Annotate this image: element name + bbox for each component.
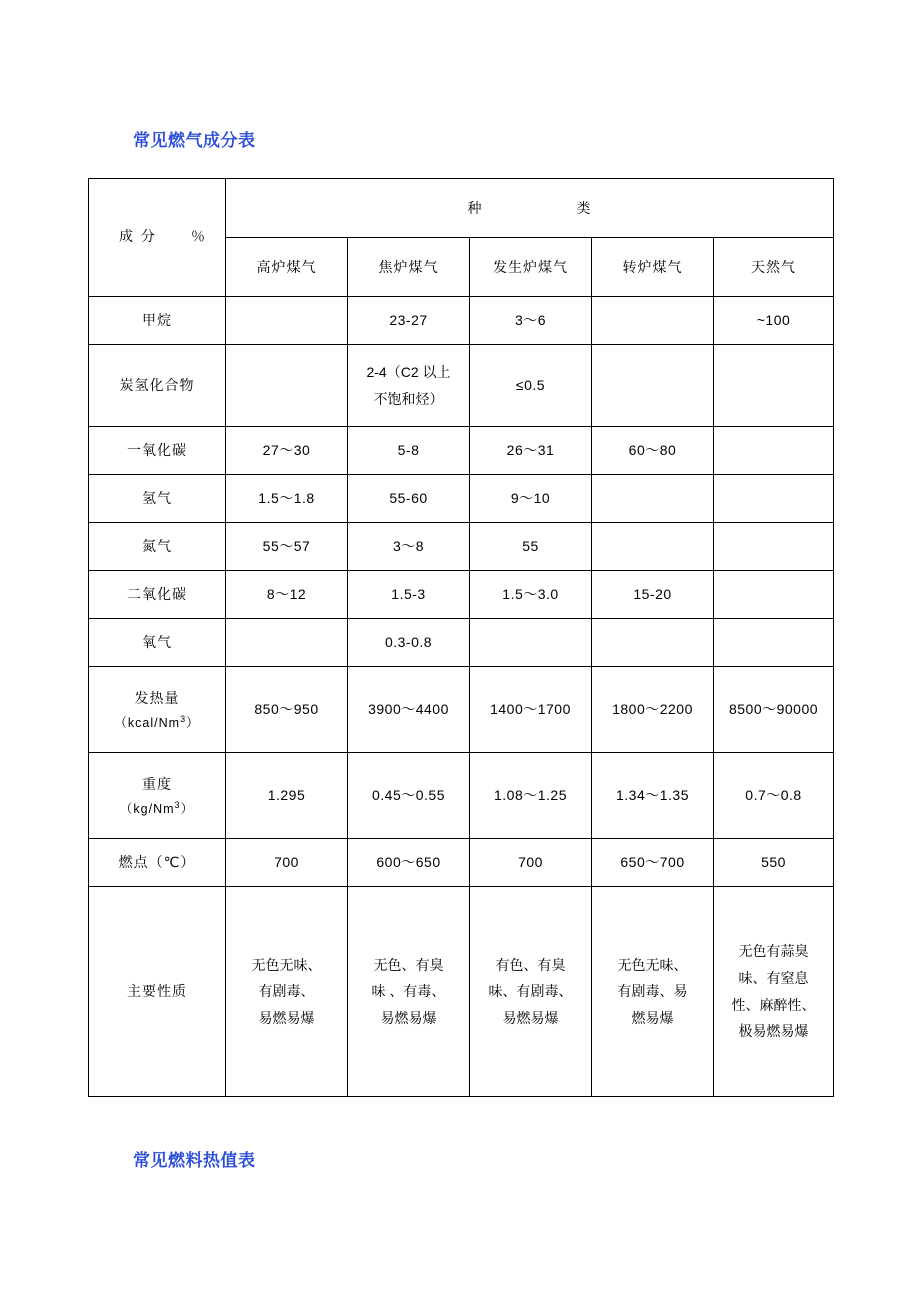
cell-value: 5-8 <box>348 427 470 475</box>
cell-value: 有色、有臭 味、有剧毒、 易燃易爆 <box>470 887 592 1097</box>
table-row <box>89 475 834 523</box>
cell-value: 55-60 <box>348 475 470 523</box>
table-row <box>89 619 834 667</box>
cell-value: 15-20 <box>592 571 714 619</box>
row-label-methane: 甲烷 <box>89 297 226 345</box>
cell-value: 9～10 <box>470 475 592 523</box>
cell-value: 1.5-3 <box>348 571 470 619</box>
cell-value <box>592 619 714 667</box>
corner-header-text: 成 分 <box>119 228 157 245</box>
column-header-0: 高炉煤气 <box>226 238 348 297</box>
cell-value: 55 <box>470 523 592 571</box>
cell-value: 26～31 <box>470 427 592 475</box>
cell-value <box>714 345 834 427</box>
group-header-cell <box>226 179 834 238</box>
table-header-row-group <box>89 179 834 238</box>
cell-value: 3900～4400 <box>348 667 470 753</box>
group-header-left: 种 <box>467 199 483 216</box>
row-label-main-properties: 主要性质 <box>89 887 226 1097</box>
row-label-text: 发热量 <box>134 690 180 706</box>
row-label-unit: （kg/Nm$^3$） <box>119 799 195 816</box>
row-label-heating-value <box>89 667 226 753</box>
corner-header-cell <box>89 179 226 297</box>
row-label-ignition-point: 燃点（℃） <box>89 839 226 887</box>
cell-value <box>226 619 348 667</box>
cell-value: 0.45～0.55 <box>348 753 470 839</box>
row-label-carbon-dioxide: 二氧化碳 <box>89 571 226 619</box>
cell-value <box>592 475 714 523</box>
cell-value <box>226 345 348 427</box>
cell-value: 8500～90000 <box>714 667 834 753</box>
cell-value: 550 <box>714 839 834 887</box>
cell-value <box>470 619 592 667</box>
cell-value: 700 <box>226 839 348 887</box>
cell-value <box>592 297 714 345</box>
cell-value: 850～950 <box>226 667 348 753</box>
cell-value <box>714 427 834 475</box>
cell-value: 1.34～1.35 <box>592 753 714 839</box>
column-header-1: 焦炉煤气 <box>348 238 470 297</box>
gas-composition-table <box>88 178 834 1097</box>
cell-value: 1.5～3.0 <box>470 571 592 619</box>
cell-value: 无色无味、 有剧毒、易 燃易爆 <box>592 887 714 1097</box>
row-label-oxygen: 氧气 <box>89 619 226 667</box>
column-header-4: 天然气 <box>714 238 834 297</box>
cell-value <box>714 475 834 523</box>
corner-header-label <box>103 223 223 252</box>
column-header-2: 发生炉煤气 <box>470 238 592 297</box>
row-label-unit: （kcal/Nm$^3$） <box>114 713 200 730</box>
cell-value <box>714 523 834 571</box>
table-row <box>89 887 834 1097</box>
row-label-density <box>89 753 226 839</box>
column-header-3: 转炉煤气 <box>592 238 714 297</box>
cell-value: 1.295 <box>226 753 348 839</box>
cell-value: 55～57 <box>226 523 348 571</box>
cell-value: 600～650 <box>348 839 470 887</box>
cell-value: 650～700 <box>592 839 714 887</box>
table-row <box>89 571 834 619</box>
cell-value: 1800～2200 <box>592 667 714 753</box>
page-title-fuel-calorific: 常见燃料热值表 <box>133 1151 256 1170</box>
cell-value: 2-4（C2 以上 不饱和烃） <box>348 345 470 427</box>
row-label-carbon-monoxide: 一氧化碳 <box>89 427 226 475</box>
cell-value: 无色有蒜臭 味、有窒息 性、麻醉性、 极易燃易爆 <box>714 887 834 1097</box>
cell-value: ~100 <box>714 297 834 345</box>
table-row <box>89 839 834 887</box>
cell-value: 700 <box>470 839 592 887</box>
page-title-gas-composition: 常见燃气成分表 <box>133 131 256 150</box>
cell-value: 0.7～0.8 <box>714 753 834 839</box>
group-header-right: 类 <box>576 199 592 216</box>
table-row <box>89 753 834 839</box>
cell-value: 3～6 <box>470 297 592 345</box>
cell-value <box>714 571 834 619</box>
row-label-nitrogen: 氮气 <box>89 523 226 571</box>
cell-value: 无色、有臭 味 、有毒、 易燃易爆 <box>348 887 470 1097</box>
cell-value: 0.3-0.8 <box>348 619 470 667</box>
cell-value: 23-27 <box>348 297 470 345</box>
table-row <box>89 297 834 345</box>
table-row <box>89 345 834 427</box>
row-label-text: 重度 <box>142 776 172 792</box>
cell-value <box>226 297 348 345</box>
cell-value <box>592 523 714 571</box>
cell-value: 1400～1700 <box>470 667 592 753</box>
row-label-hydrocarbons: 炭氢化合物 <box>89 345 226 427</box>
corner-header-unit: ％ <box>190 228 207 245</box>
cell-value: 3～8 <box>348 523 470 571</box>
cell-value: 8～12 <box>226 571 348 619</box>
cell-value: 1.5～1.8 <box>226 475 348 523</box>
cell-value <box>592 345 714 427</box>
row-label-hydrogen: 氢气 <box>89 475 226 523</box>
table-row <box>89 667 834 753</box>
cell-value: 1.08～1.25 <box>470 753 592 839</box>
table-row <box>89 523 834 571</box>
cell-value: 无色无味、 有剧毒、 易燃易爆 <box>226 887 348 1097</box>
cell-value <box>714 619 834 667</box>
cell-value: 27～30 <box>226 427 348 475</box>
table-row <box>89 427 834 475</box>
cell-value: ≤0.5 <box>470 345 592 427</box>
cell-value: 60～80 <box>592 427 714 475</box>
